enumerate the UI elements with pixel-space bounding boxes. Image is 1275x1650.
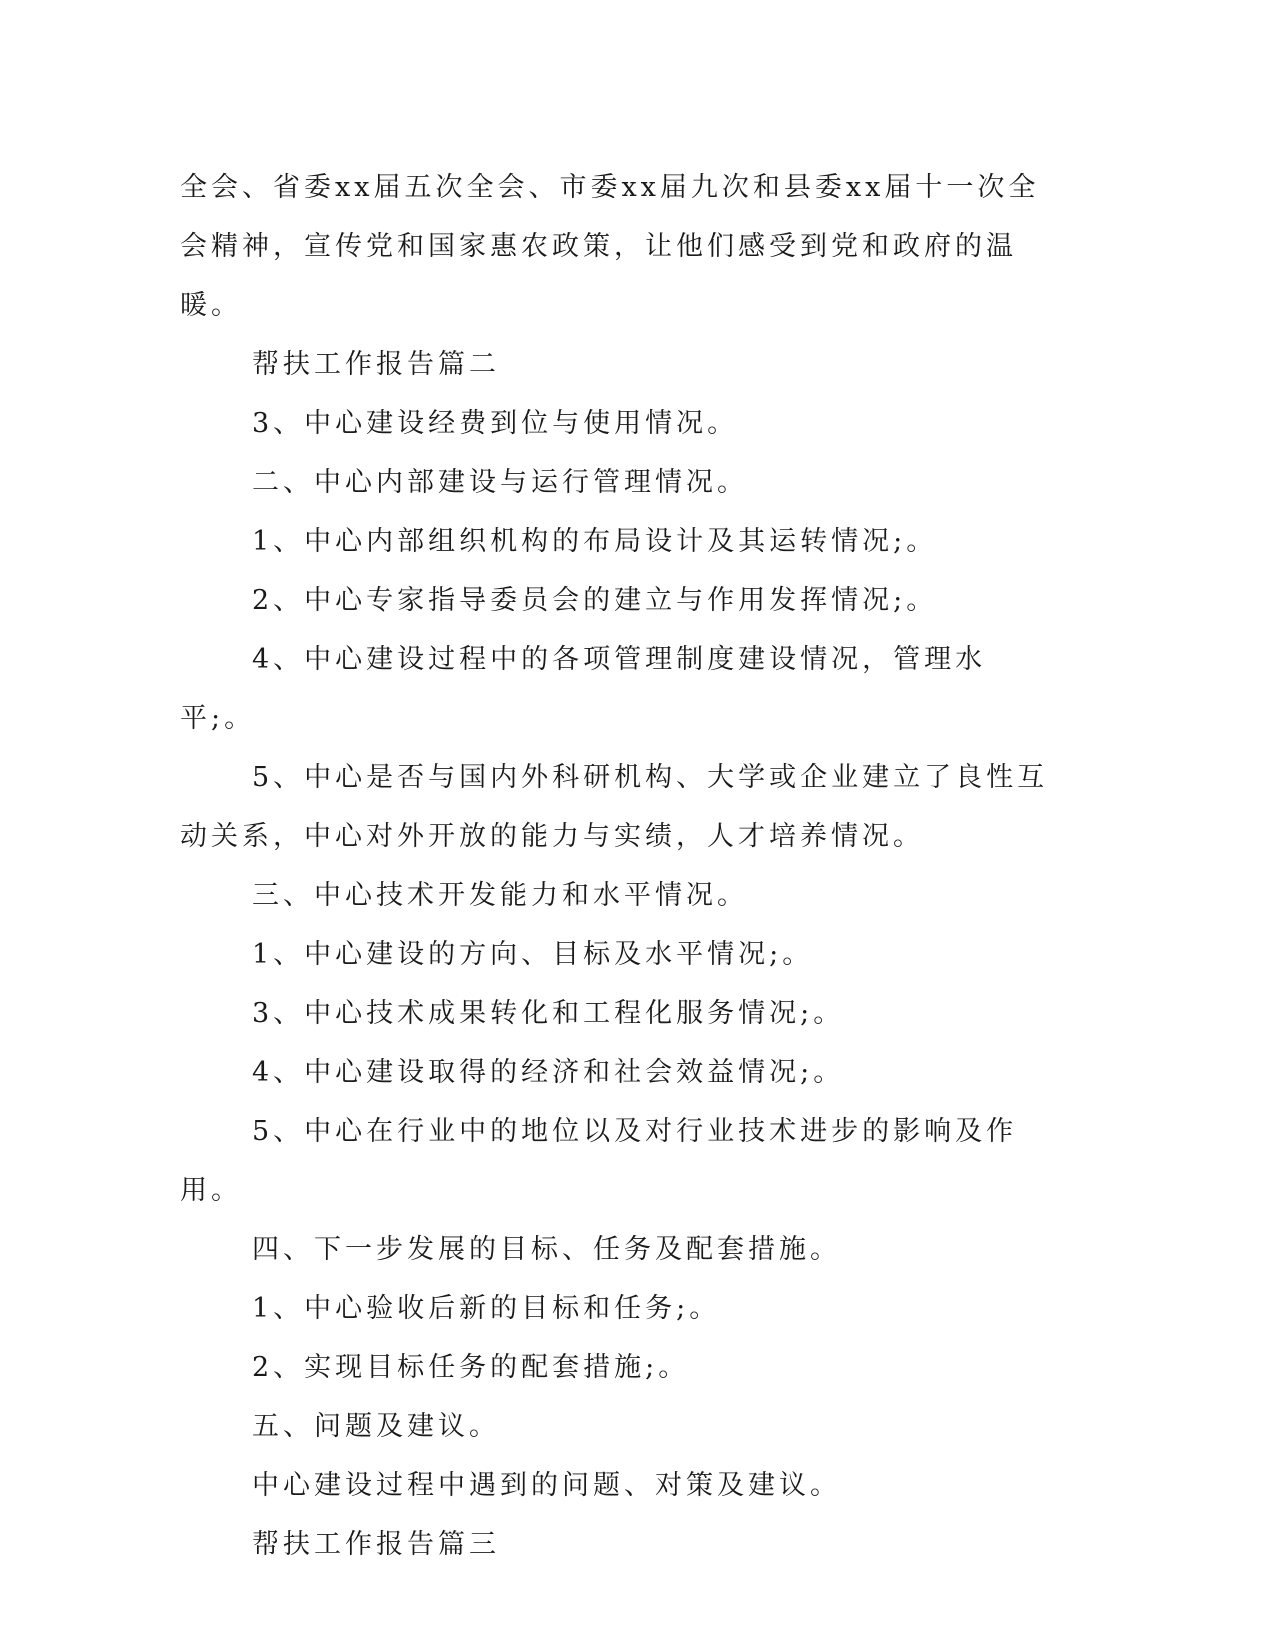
document-body <box>180 158 1060 1574</box>
paragraph: 中心建设过程中遇到的问题、对策及建议。 <box>252 1470 841 1501</box>
list-item: 5、中心是否与国内外科研机构、大学或企业建立了良性互动关系，中心对外开放的能力与实绩，人才培养情况。 <box>180 762 1049 852</box>
section-heading: 五、问题及建议。 <box>252 1411 500 1442</box>
list-item: 5、中心在行业中的地位以及对行业技术进步的影响及作用。 <box>180 1116 1018 1206</box>
list-item: 4、中心建设取得的经济和社会效益情况;。 <box>252 1057 845 1088</box>
section-heading-part-two: 帮扶工作报告篇二 <box>252 349 500 380</box>
list-item: 1、中心验收后新的目标和任务;。 <box>252 1293 721 1324</box>
list-item: 4、中心建设过程中的各项管理制度建设情况，管理水平;。 <box>180 644 987 734</box>
section-heading: 四、下一步发展的目标、任务及配套措施。 <box>252 1234 841 1265</box>
section-heading: 三、中心技术开发能力和水平情况。 <box>252 880 748 911</box>
section-heading: 二、中心内部建设与运行管理情况。 <box>252 467 748 498</box>
list-item: 1、中心建设的方向、目标及水平情况;。 <box>252 939 814 970</box>
list-item: 3、中心建设经费到位与使用情况。 <box>252 408 739 439</box>
list-item: 3、中心技术成果转化和工程化服务情况;。 <box>252 998 845 1029</box>
paragraph-continuation: 全会、省委xx届五次全会、市委xx届九次和县委xx届十一次全会精神，宣传党和国家惠农政策，让他们感受到党和政府的温暖。 <box>180 172 1040 321</box>
list-item: 2、实现目标任务的配套措施;。 <box>252 1352 690 1383</box>
list-item: 1、中心内部组织机构的布局设计及其运转情况;。 <box>252 526 938 557</box>
list-item: 2、中心专家指导委员会的建立与作用发挥情况;。 <box>252 585 938 616</box>
section-heading-part-three: 帮扶工作报告篇三 <box>252 1529 500 1560</box>
